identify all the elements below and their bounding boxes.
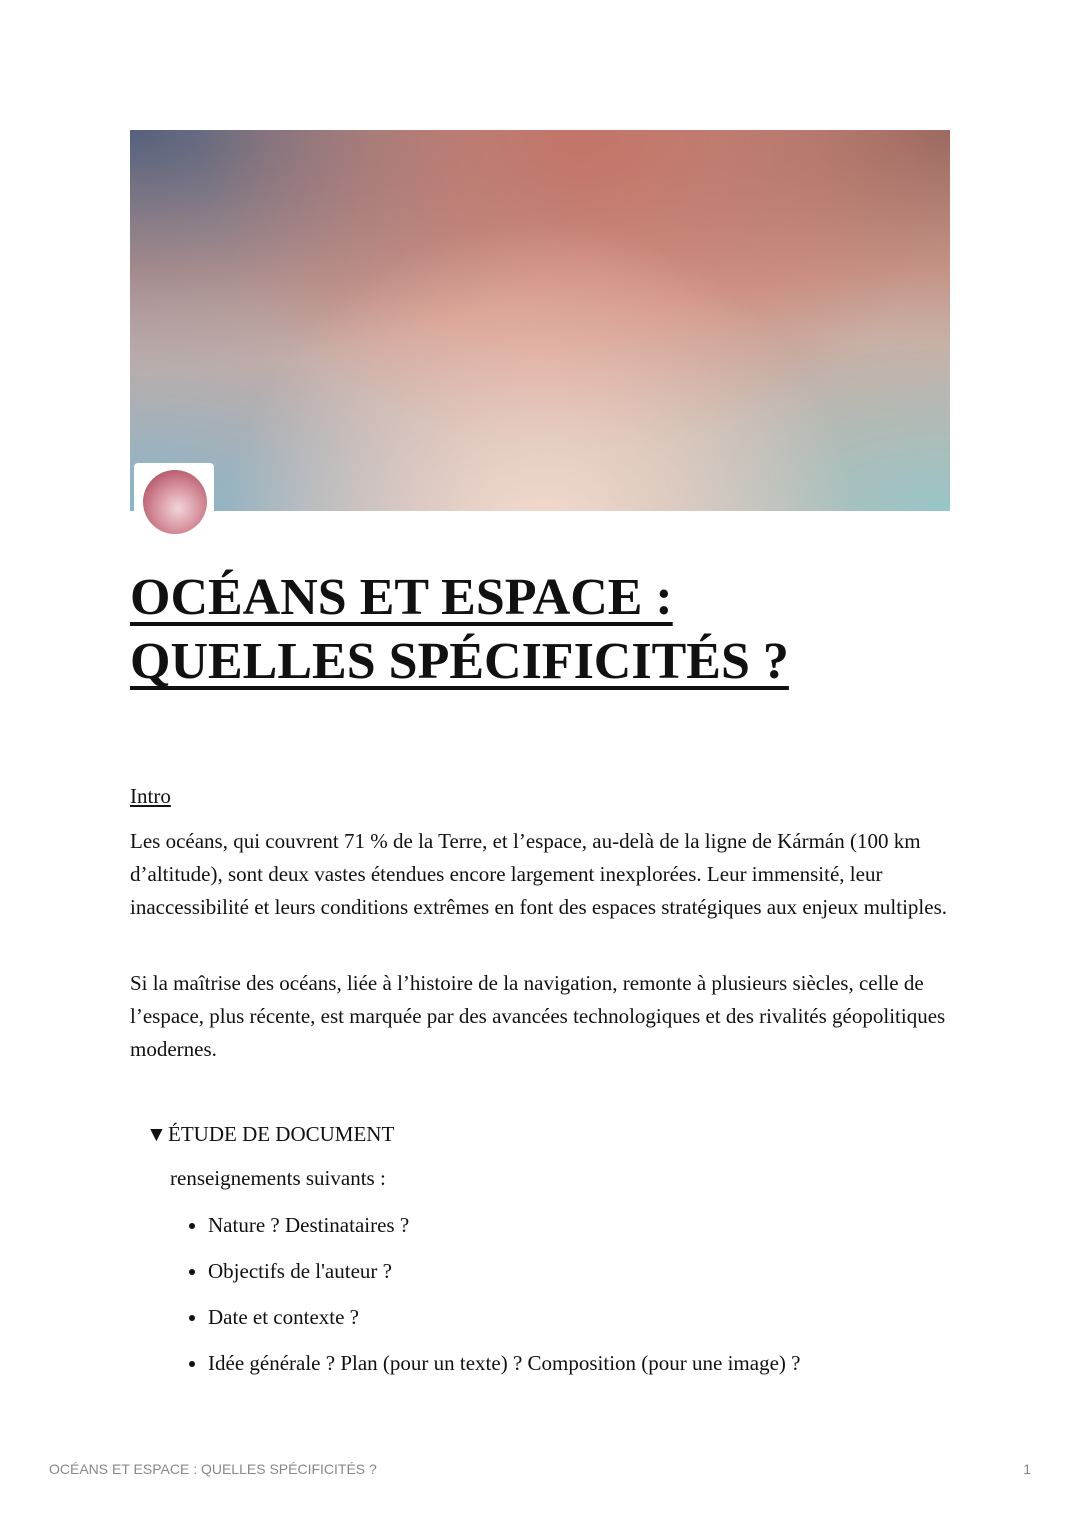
page-title: OCÉANS ET ESPACE : QUELLES SPÉCIFICITÉS ? — [130, 569, 789, 690]
triangle-down-icon[interactable]: ▼ — [146, 1122, 167, 1146]
page-icon — [134, 463, 214, 541]
toggle-label: ÉTUDE DE DOCUMENT — [168, 1122, 395, 1146]
toggle-etude-document[interactable] — [146, 1122, 394, 1147]
list-item: • Idée générale ? Plan (pour un texte) ? Composition (pour une image) ? — [208, 1344, 800, 1390]
toggle-subtitle: renseignements suivants : — [170, 1166, 386, 1190]
intro-heading: Intro — [130, 784, 171, 808]
bullet-list — [170, 1206, 800, 1390]
list-item: • Objectifs de l'auteur ? — [208, 1252, 800, 1298]
cover-image — [130, 130, 950, 511]
moon-icon — [143, 470, 207, 534]
page-number: 1 — [1023, 1461, 1031, 1477]
list-item: • Date et contexte ? — [208, 1298, 800, 1344]
paragraph: Les océans, qui couvrent 71 % de la Terre, et l’espace, au-delà de la ligne de Kármán (100 km d’altitude), sont deux vastes étendues encore largement inexplorées. Leur immensité, leur inaccessibilité et leurs conditions extrêmes en font des espaces stratégiques aux enjeux multiples. — [130, 829, 948, 919]
footer-title: OCÉANS ET ESPACE : QUELLES SPÉCIFICITÉS ? — [49, 1461, 377, 1477]
paragraph: Si la maîtrise des océans, liée à l’histoire de la navigation, remonte à plusieurs siècles, celle de l’espace, plus récente, est marquée par des avancées technologiques et des rivalités géopolitiques modernes. — [130, 971, 946, 1061]
list-item: • Nature ? Destinataires ? — [208, 1206, 800, 1252]
